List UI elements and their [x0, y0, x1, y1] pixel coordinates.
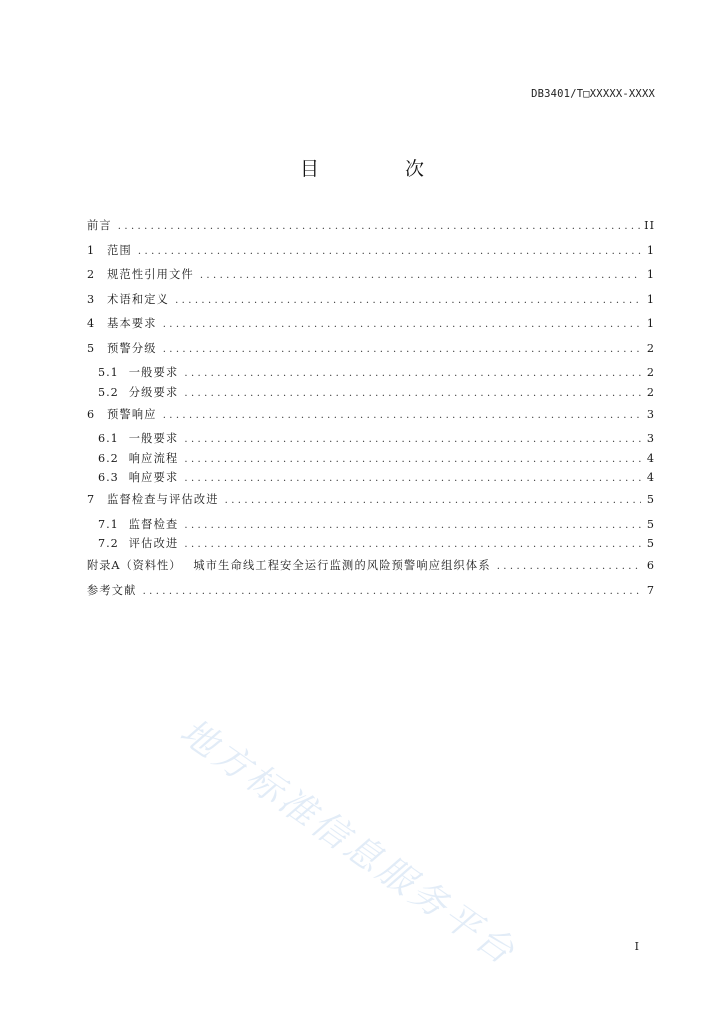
toc-entry-page: 3	[646, 432, 655, 446]
toc-entry-warning-response[interactable]	[87, 408, 655, 433]
document-code: DB3401/T□XXXXX-XXXX	[531, 88, 655, 100]
toc-leader-dots	[184, 472, 641, 486]
toc-leader-dots	[138, 245, 641, 259]
toc-leader-dots	[163, 409, 641, 423]
toc-leader-dots	[184, 538, 641, 552]
toc-entry-label: 前言	[87, 219, 112, 232]
toc-entry-number: 4	[87, 317, 96, 330]
toc-entry-supervision-evaluation[interactable]	[87, 493, 655, 518]
toc-entry-page: 5	[646, 517, 655, 531]
toc-title: 目 次	[299, 158, 465, 180]
toc-leader-dots	[184, 433, 641, 447]
toc-entry-label: 术语和定义	[107, 292, 170, 306]
toc-entry-foreword[interactable]	[87, 219, 655, 244]
toc-entry-basic-requirements[interactable]	[87, 317, 655, 342]
toc-entry-page: 3	[646, 407, 655, 421]
toc-subentry-6-3[interactable]	[87, 471, 655, 493]
toc-leader-dots	[184, 367, 641, 381]
toc-leader-dots	[184, 387, 641, 401]
toc-entry-label: 监督检查	[128, 517, 179, 531]
toc-entry-scope[interactable]	[87, 244, 655, 269]
toc-subentry-5-2[interactable]	[87, 386, 655, 408]
table-of-contents	[87, 219, 655, 608]
toc-entry-number: 6.3	[98, 471, 119, 485]
toc-entry-number: 6	[87, 407, 96, 421]
toc-entry-label: 响应流程	[128, 451, 179, 465]
toc-entry-annex-a[interactable]	[87, 559, 655, 584]
toc-leader-dots	[163, 343, 641, 357]
toc-entry-warning-levels[interactable]	[87, 342, 655, 367]
toc-entry-page: II	[644, 219, 655, 232]
toc-entry-label: 基本要求	[107, 317, 157, 330]
toc-entry-number: 3	[87, 292, 96, 306]
toc-leader-dots	[143, 585, 641, 599]
toc-entry-page: 4	[646, 471, 655, 485]
toc-entry-label: 参考文献	[87, 583, 137, 597]
toc-entry-number: 5.1	[98, 366, 119, 379]
toc-subentry-5-1[interactable]	[87, 366, 655, 386]
toc-subentry-6-2[interactable]	[87, 452, 655, 472]
toc-entry-page: 2	[646, 385, 655, 399]
page-number: I	[634, 940, 639, 953]
toc-leader-dots	[184, 453, 641, 467]
toc-entry-label: 响应要求	[128, 471, 179, 485]
toc-entry-label: 一般要求	[128, 432, 179, 446]
toc-leader-dots	[118, 220, 640, 234]
toc-entry-label: 预警响应	[107, 407, 157, 421]
toc-entry-number: 5	[87, 341, 96, 355]
toc-entry-number: 2	[87, 268, 96, 281]
toc-entry-label: 范围	[107, 243, 132, 257]
toc-entry-label: 城市生命线工程安全运行监测的风险预警响应组织体系	[193, 559, 491, 573]
toc-entry-page: 4	[646, 451, 655, 465]
toc-entry-number: 附录A（资料性）	[87, 559, 182, 573]
toc-entry-label: 评估改进	[128, 537, 179, 551]
toc-entry-page: 1	[646, 317, 655, 330]
toc-entry-page: 2	[646, 366, 655, 379]
toc-entry-label: 分级要求	[128, 385, 179, 399]
toc-subentry-7-1[interactable]	[87, 518, 655, 538]
toc-entry-number: 7	[87, 493, 96, 507]
toc-entry-page: 1	[646, 292, 655, 306]
toc-leader-dots	[200, 269, 641, 283]
toc-entry-label: 规范性引用文件	[107, 268, 194, 281]
watermark: 地方标准信息服务平台	[172, 711, 524, 975]
toc-entry-page: 6	[646, 559, 655, 573]
toc-entry-label: 预警分级	[107, 341, 157, 355]
toc-entry-normative-references[interactable]	[87, 268, 655, 293]
toc-entry-label: 一般要求	[128, 366, 179, 379]
toc-entry-page: 7	[646, 583, 655, 597]
toc-entry-page: 1	[646, 243, 655, 257]
toc-entry-number: 6.1	[98, 432, 119, 446]
toc-entry-number: 6.2	[98, 451, 119, 465]
toc-entry-page: 2	[646, 341, 655, 355]
toc-leader-dots	[497, 560, 641, 574]
toc-entry-number: 1	[87, 243, 96, 257]
toc-leader-dots	[225, 494, 641, 508]
toc-entry-label: 监督检查与评估改进	[107, 493, 219, 507]
toc-leader-dots	[163, 318, 641, 332]
toc-leader-dots	[175, 294, 641, 308]
toc-entry-page: 1	[646, 268, 655, 281]
toc-entry-number: 7.1	[98, 517, 119, 531]
toc-subentry-6-1[interactable]	[87, 432, 655, 452]
toc-entry-terms-definitions[interactable]	[87, 293, 655, 318]
toc-entry-number: 5.2	[98, 385, 119, 399]
toc-entry-bibliography[interactable]	[87, 584, 655, 609]
toc-entry-page: 5	[646, 493, 655, 507]
toc-subentry-7-2[interactable]	[87, 537, 655, 559]
toc-entry-page: 5	[646, 537, 655, 551]
toc-entry-number: 7.2	[98, 537, 119, 551]
toc-leader-dots	[184, 519, 641, 533]
